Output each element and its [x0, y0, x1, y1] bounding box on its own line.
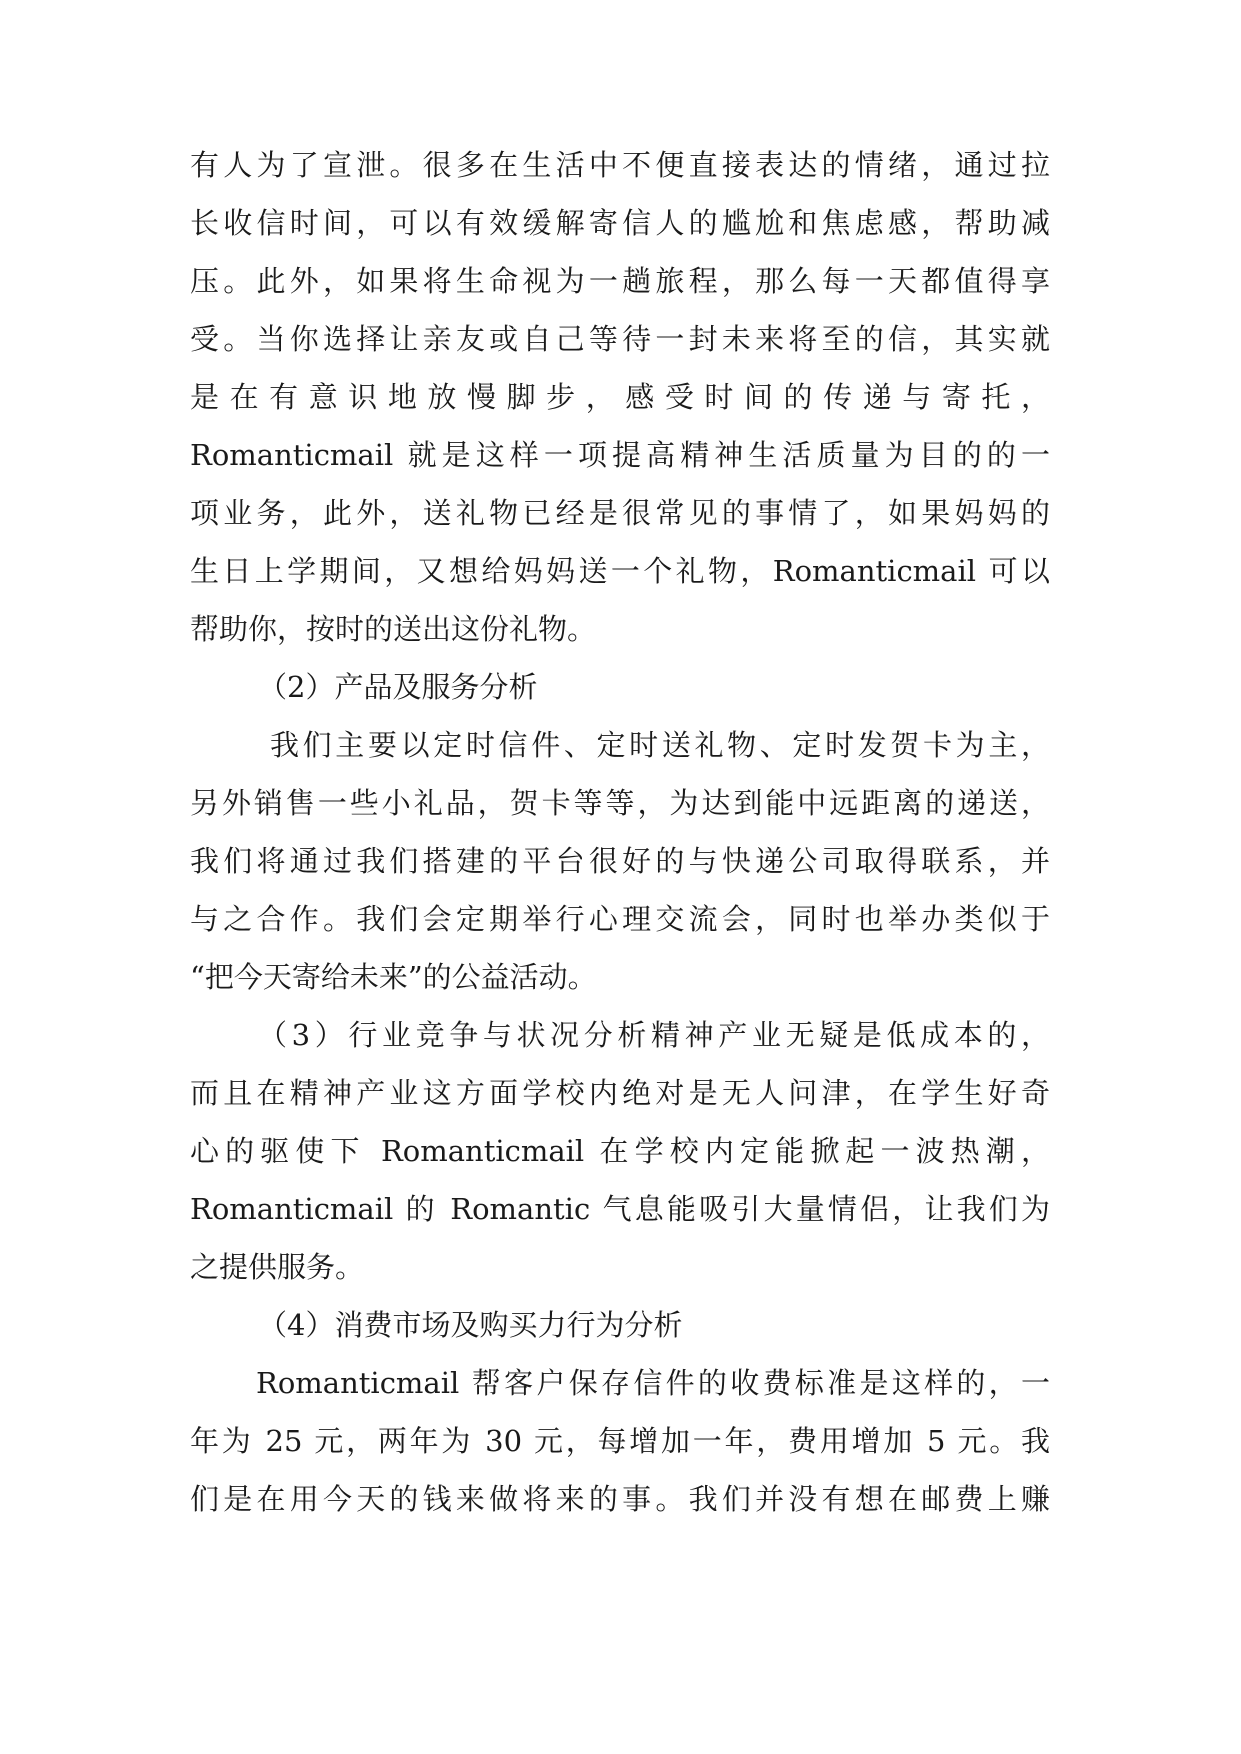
text-line: 我们将通过我们搭建的平台很好的与快递公司取得联系，并: [190, 844, 1050, 878]
text-line: Romanticmail 就是这样一项提高精神生活质量为目的的一: [190, 438, 1050, 472]
text-line: 们是在用今天的钱来做将来的事。我们并没有想在邮费上赚: [190, 1482, 1050, 1516]
text-line: 压。此外，如果将生命视为一趟旅程，那么每一天都值得享: [190, 264, 1050, 298]
text-line: 年为 25 元，两年为 30 元，每增加一年，费用增加 5 元。我: [190, 1424, 1050, 1458]
section-heading-paragraph: （3）行业竞争与状况分析精神产业无疑是低成本的，: [258, 1018, 1050, 1052]
section-heading: （2）产品及服务分析: [258, 670, 538, 704]
text-line: 与之合作。我们会定期举行心理交流会，同时也举办类似于: [190, 902, 1050, 936]
text-line: 而且在精神产业这方面学校内绝对是无人问津，在学生好奇: [190, 1076, 1050, 1110]
paragraph-first-line: 我们主要以定时信件、定时送礼物、定时发贺卡为主，: [270, 728, 1050, 762]
section-heading: （4）消费市场及购买力行为分析: [258, 1308, 683, 1342]
text-line: 项业务，此外，送礼物已经是很常见的事情了，如果妈妈的: [190, 496, 1050, 530]
text-line: 是在有意识地放慢脚步，感受时间的传递与寄托，: [190, 380, 1050, 414]
text-line: Romanticmail 的 Romantic 气息能吸引大量情侣，让我们为: [190, 1192, 1050, 1226]
text-line: 生日上学期间，又想给妈妈送一个礼物，Romanticmail 可以: [190, 554, 1050, 588]
text-line: 有人为了宣泄。很多在生活中不便直接表达的情绪，通过拉: [190, 148, 1050, 182]
text-line: 心的驱使下 Romanticmail 在学校内定能掀起一波热潮，: [190, 1134, 1050, 1168]
text-line: 帮助你，按时的送出这份礼物。: [190, 612, 597, 646]
text-line: 长收信时间，可以有效缓解寄信人的尴尬和焦虑感，帮助减: [190, 206, 1050, 240]
text-line: 之提供服务。: [190, 1250, 365, 1284]
text-line: 另外销售一些小礼品，贺卡等等，为达到能中远距离的递送，: [190, 786, 1050, 820]
text-line: 受。当你选择让亲友或自己等待一封未来将至的信，其实就: [190, 322, 1050, 356]
paragraph-first-line: Romanticmail 帮客户保存信件的收费标准是这样的，一: [256, 1366, 1050, 1400]
text-line: “把今天寄给未来”的公益活动。: [190, 960, 597, 994]
